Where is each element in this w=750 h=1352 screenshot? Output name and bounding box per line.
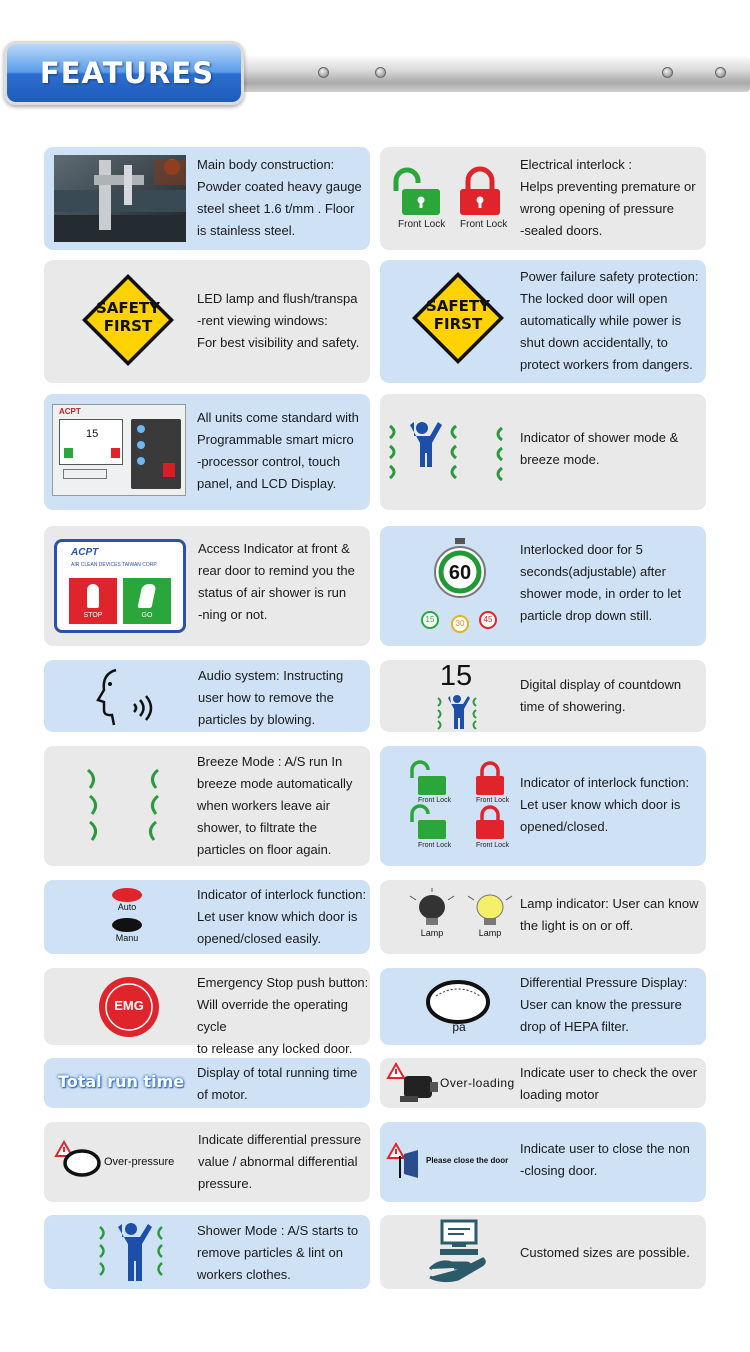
over-pressure-icon	[54, 1140, 194, 1180]
safety-first-sign-icon	[80, 272, 176, 368]
feature-line: panel, and LCD Display.	[197, 476, 337, 491]
feature-line: Lamp indicator: User can know	[520, 896, 699, 911]
feature-line: shower mode, in order to let	[520, 586, 682, 601]
feature-card-differential-pressure	[380, 968, 706, 1045]
sign-company: AIR CLEAN DEVICES TAIWAN CORP.	[71, 562, 158, 568]
feature-card-interlock-indicator	[380, 746, 706, 866]
feature-line: breeze mode.	[520, 452, 600, 467]
panel-button	[137, 457, 145, 465]
feature-line: Indicate differential pressure	[198, 1132, 362, 1147]
speaking-head-icon	[94, 666, 164, 728]
feature-line: Indicator of shower mode &	[520, 430, 679, 445]
feature-card-shower-mode	[44, 1215, 370, 1289]
lamp-icons	[408, 890, 520, 950]
feature-line: Differential Pressure Display:	[520, 975, 688, 990]
feature-line: particles on floor again.	[197, 842, 332, 857]
feature-line: protect workers from dangers.	[520, 357, 693, 372]
feature-line: For best visibility and safety.	[197, 335, 360, 350]
safety-sign-text	[410, 297, 506, 333]
lock-icons	[384, 161, 512, 233]
feature-line: pressure.	[198, 1176, 253, 1191]
hand-computer-icon	[428, 1219, 492, 1285]
feature-line: Let user know which door is	[197, 909, 358, 924]
feature-text	[520, 1242, 690, 1264]
safety-word: SAFETY	[426, 297, 490, 315]
locked-red-lock-icon	[460, 169, 500, 215]
feature-line: when workers leave air	[197, 798, 330, 813]
emergency-stop-button-icon	[98, 976, 160, 1038]
feature-line: -ning or not.	[198, 607, 268, 622]
screw-icon	[715, 67, 726, 78]
feature-line: shower, to filtrate the	[197, 820, 317, 835]
feature-card-auto-manu	[44, 880, 370, 954]
auto-led	[112, 888, 142, 902]
shower-breeze-mode-icon	[384, 420, 518, 486]
over-loading-motor-icon	[386, 1062, 520, 1104]
feature-line: workers clothes.	[197, 1267, 291, 1282]
feature-line: Display of total running time	[197, 1065, 358, 1080]
manu-led	[112, 918, 142, 932]
feature-card-electrical-interlock	[380, 147, 706, 250]
feature-line: -closing door.	[520, 1163, 598, 1178]
panel-button	[137, 441, 145, 449]
lock-label: Front Lock	[476, 797, 510, 804]
feature-line: particles by blowing.	[198, 712, 316, 727]
stop-indicator	[69, 578, 117, 624]
lock-label: Front Lock	[418, 797, 452, 804]
feature-line: breeze mode automatically	[197, 776, 353, 791]
feature-card-custom-sizes	[380, 1215, 706, 1289]
feature-text	[520, 972, 687, 1038]
go-label: GO	[141, 612, 153, 619]
over-pressure-label: Over-pressure	[104, 1156, 175, 1168]
standing-person-icon	[87, 584, 99, 608]
feature-card-shower-breeze-indicator	[380, 394, 706, 510]
run-time-label: Total run time	[57, 1072, 185, 1091]
lock-label: Front Lock	[398, 219, 446, 230]
interlock-lock-icons	[402, 760, 514, 856]
feature-line: seconds(adjustable) after	[520, 564, 666, 579]
feature-text	[198, 665, 343, 731]
feature-line: the light is on or off.	[520, 918, 634, 933]
feature-text	[520, 772, 689, 838]
feature-line: Breeze Mode : A/S run In	[197, 754, 343, 769]
timer-value: 60	[448, 562, 472, 584]
over-loading-label: Over-loading	[440, 1076, 515, 1090]
feature-line: Digital display of countdown	[520, 677, 682, 692]
sign-brand: ACPT	[71, 547, 99, 558]
feature-line: Access Indicator at front &	[198, 541, 350, 556]
feature-card-over-pressure	[44, 1122, 370, 1202]
feature-line: -sealed doors.	[520, 223, 603, 238]
button-panel	[131, 419, 181, 489]
feature-line: Programmable smart micro	[197, 432, 354, 447]
feature-text	[198, 1129, 361, 1195]
feature-line: Will override the operating cycle	[197, 997, 349, 1034]
unlocked-green-lock-icon	[396, 170, 440, 215]
feature-card-led-lamp	[44, 260, 370, 383]
control-panel-icon	[52, 404, 186, 496]
lamp-label: Lamp	[420, 928, 444, 938]
feature-line: Interlocked door for 5	[520, 542, 643, 557]
feature-line: value / abnormal differential	[198, 1154, 358, 1169]
feature-text	[520, 154, 696, 242]
lock-icon	[111, 448, 120, 458]
feature-text	[520, 427, 678, 471]
lcd-display	[59, 419, 123, 465]
countdown-value: 15	[439, 660, 473, 692]
feature-line: particle drop down still.	[520, 608, 653, 623]
feature-line: loading motor	[520, 1087, 599, 1102]
caliper-photo-icon	[54, 155, 186, 242]
shower-mode-icon	[96, 1221, 166, 1285]
feature-line: User can know the pressure	[520, 997, 682, 1012]
feature-line: All units come standard with	[197, 410, 359, 425]
panel-button	[137, 425, 145, 433]
feature-line: remove particles & lint on	[197, 1245, 343, 1260]
feature-text	[197, 972, 370, 1060]
go-indicator	[123, 578, 171, 624]
emg-label: EMG	[114, 998, 144, 1013]
feature-line: The locked door will open	[520, 291, 668, 306]
feature-text	[520, 1138, 690, 1182]
feature-card-emergency-stop	[44, 968, 370, 1056]
feature-line: drop of HEPA filter.	[520, 1019, 629, 1034]
page-title: FEATURES	[39, 56, 215, 90]
emergency-button	[163, 463, 175, 477]
feature-text	[520, 266, 698, 376]
feature-text	[520, 1062, 697, 1106]
close-door-label: Please close the door	[426, 1156, 509, 1165]
feature-text	[520, 674, 681, 718]
feature-text	[197, 884, 366, 950]
feature-card-digital-countdown	[380, 660, 706, 732]
feature-card-control-panel	[44, 394, 370, 510]
header-metal-bar	[236, 56, 750, 92]
feature-card-total-run-time	[44, 1058, 370, 1108]
feature-line: Power failure safety protection:	[520, 269, 699, 284]
feature-line: steel sheet 1.6 t/mm . Floor	[197, 201, 355, 216]
feature-line: Customed sizes are possible.	[520, 1245, 690, 1260]
safety-word: SAFETY	[96, 299, 160, 317]
safety-word: FIRST	[103, 317, 153, 335]
feature-line: user how to remove the	[198, 690, 334, 705]
feature-text	[520, 893, 698, 937]
access-indicator-sign-icon	[54, 539, 186, 633]
feature-line: Indicate user to close the non	[520, 1141, 690, 1156]
feature-text	[197, 407, 359, 495]
status-leds	[63, 469, 107, 479]
total-run-time-icon	[52, 1070, 190, 1096]
feature-line: -processor control, touch	[197, 454, 341, 469]
lock-label: Front Lock	[476, 842, 510, 849]
feature-text	[197, 751, 352, 861]
safety-first-sign-icon	[410, 270, 506, 366]
feature-line: Electrical interlock :	[520, 157, 632, 172]
screw-icon	[662, 67, 673, 78]
feature-line: shut down accidentally, to	[520, 335, 668, 350]
breeze-arrows-icon	[80, 768, 170, 844]
screw-icon	[318, 67, 329, 78]
lock-icon	[64, 448, 73, 458]
feature-line: rear door to remind you the	[198, 563, 355, 578]
feature-line: automatically while power is	[520, 313, 682, 328]
feature-card-interlocked-door-timer	[380, 526, 706, 646]
feature-line: opened/closed easily.	[197, 931, 322, 946]
feature-line: time of showering.	[520, 699, 626, 714]
safety-sign-text	[80, 299, 176, 335]
feature-text	[197, 1062, 357, 1106]
feature-line: Indicate user to check the over	[520, 1065, 698, 1080]
feature-card-close-door	[380, 1122, 706, 1202]
feature-card-breeze-mode	[44, 746, 370, 866]
feature-line: -rent viewing windows:	[197, 313, 328, 328]
feature-card-audio-system	[44, 660, 370, 732]
feature-line: Helps preventing premature or	[520, 179, 696, 194]
feature-line: Shower Mode : A/S starts to	[197, 1223, 359, 1238]
feature-line: LED lamp and flush/transpa	[197, 291, 358, 306]
feature-text	[198, 538, 355, 626]
manu-label: Manu	[115, 933, 139, 943]
feature-card-lamp-indicator	[380, 880, 706, 954]
countdown-display-icon	[430, 660, 490, 732]
safety-word: FIRST	[433, 315, 483, 333]
close-door-warning-icon	[386, 1142, 520, 1182]
auto-label: Auto	[117, 902, 137, 912]
lock-label: Front Lock	[460, 219, 508, 230]
lamp-label: Lamp	[478, 928, 502, 938]
feature-card-over-loading	[380, 1058, 706, 1108]
feature-text	[197, 288, 359, 354]
feature-line: status of air shower is run	[198, 585, 347, 600]
feature-line: is stainless steel.	[197, 223, 296, 238]
feature-card-access-indicator	[44, 526, 370, 646]
walking-person-icon	[137, 584, 156, 608]
features-badge	[4, 41, 244, 105]
feature-text	[520, 539, 681, 627]
timer-option: 30	[455, 619, 465, 628]
feature-line: Let user know which door is	[520, 797, 681, 812]
feature-line: opened/closed.	[520, 819, 609, 834]
feature-line: Audio system: Instructing	[198, 668, 344, 683]
feature-line: of motor.	[197, 1087, 248, 1102]
lcd-value: 15	[86, 428, 99, 440]
feature-line: wrong opening of pressure	[520, 201, 674, 216]
timer-option: 15	[425, 615, 435, 624]
feature-line: Emergency Stop push button:	[197, 975, 369, 990]
pressure-gauge-icon	[424, 978, 494, 1040]
timer-option: 45	[483, 615, 493, 624]
feature-card-power-failure	[380, 260, 706, 383]
features-header	[0, 38, 750, 106]
feature-line: Indicator of interlock function:	[520, 775, 690, 790]
feature-card-body-construction	[44, 147, 370, 250]
screw-icon	[375, 67, 386, 78]
stopwatch-icon	[410, 536, 510, 636]
pressure-unit: pa	[452, 1020, 466, 1034]
feature-line: Main body construction:	[197, 157, 335, 172]
feature-text	[197, 154, 362, 242]
panel-brand: ACPT	[59, 407, 81, 416]
auto-manu-indicator-icon	[104, 886, 154, 950]
stop-label: STOP	[83, 612, 103, 619]
lock-label: Front Lock	[418, 842, 452, 849]
feature-line: Powder coated heavy gauge	[197, 179, 362, 194]
feature-line: Indicator of interlock function:	[197, 887, 367, 902]
feature-text	[197, 1220, 358, 1286]
feature-line: to release any locked door.	[197, 1041, 353, 1056]
